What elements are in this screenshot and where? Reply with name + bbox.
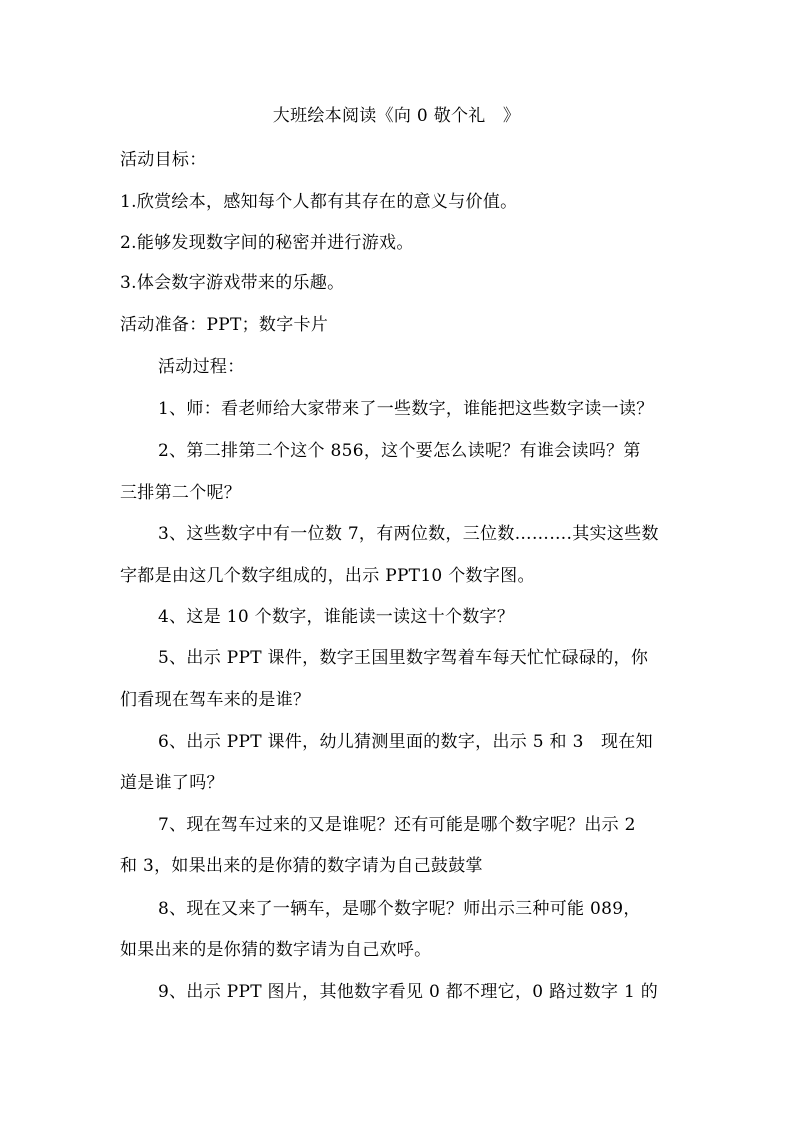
process-step-2: 2、第二排第二个这个 856，这个要怎么读呢？有谁会读吗？第 <box>158 441 641 461</box>
process-step-9: 9、出示 PPT 图片，其他数字看见 0 都不理它，0 路过数字 1 的 <box>158 982 659 1002</box>
page-title: 大班绘本阅读《向 0 敬个礼 》 <box>272 106 521 126</box>
goal-item-3: 3.体会数字游戏带来的乐趣。 <box>120 273 345 293</box>
process-step-6: 6、出示 PPT 课件，幼儿猜测里面的数字，出示 5 和 3 现在知 <box>158 732 653 752</box>
process-step-7-cont: 和 3，如果出来的是你猜的数字请为自己鼓鼓掌 <box>120 856 483 876</box>
section-heading-preparation: 活动准备：PPT；数字卡片 <box>120 315 329 335</box>
process-step-4: 4、这是 10 个数字，谁能读一读这十个数字？ <box>158 607 515 627</box>
process-step-8-cont: 如果出来的是你猜的数字请为自己欢呼。 <box>120 940 432 960</box>
process-step-1: 1、师：看老师给大家带来了一些数字，谁能把这些数字读一读？ <box>158 399 654 419</box>
process-step-5: 5、出示 PPT 课件，数字王国里数字驾着车每天忙忙碌碌的，你 <box>158 648 649 668</box>
process-step-7: 7、现在驾车过来的又是谁呢？还有可能是哪个数字呢？出示 2 <box>158 815 636 835</box>
process-step-6-cont: 道是谁了吗？ <box>120 773 224 793</box>
process-step-3: 3、这些数字中有一位数 7，有两位数，三位数……….其实这些数 <box>158 524 659 544</box>
section-heading-goals: 活动目标： <box>120 150 207 170</box>
goal-item-2: 2.能够发现数字间的秘密并进行游戏。 <box>120 233 414 253</box>
process-step-5-cont: 们看现在驾车来的是谁？ <box>120 690 311 710</box>
process-step-3-cont: 字都是由这几个数字组成的，出示 PPT10 个数字图。 <box>120 566 535 586</box>
process-step-8: 8、现在又来了一辆车，是哪个数字呢？师出示三种可能 089， <box>158 899 641 919</box>
goal-item-1: 1.欣赏绘本，感知每个人都有其存在的意义与价值。 <box>120 192 518 212</box>
process-step-2-cont: 三排第二个呢？ <box>120 483 242 503</box>
section-heading-process: 活动过程： <box>158 357 245 377</box>
